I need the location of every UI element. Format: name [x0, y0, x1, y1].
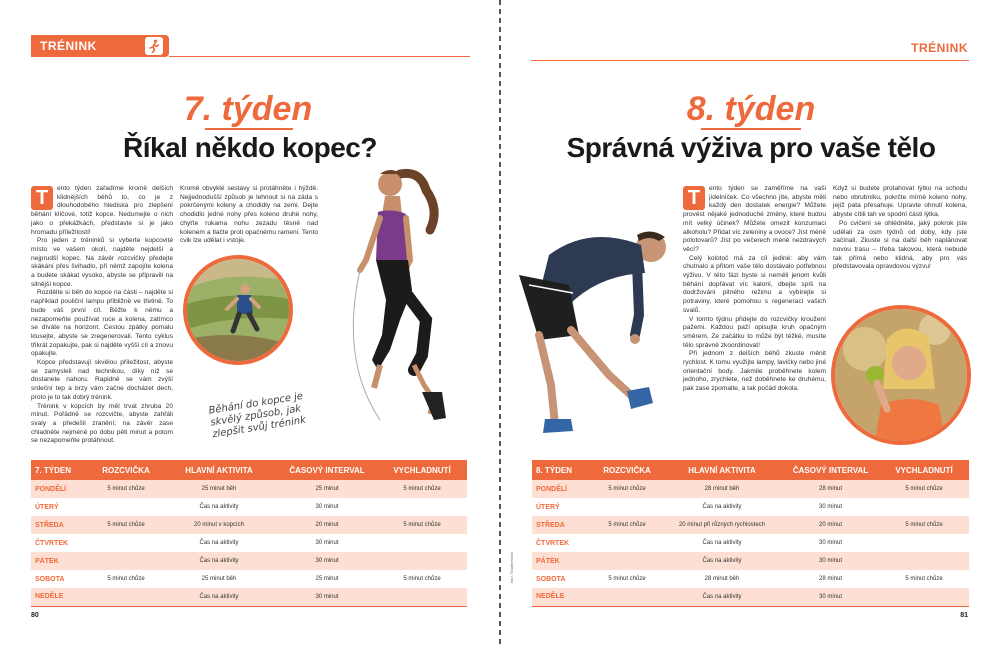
table-cell: 5 minut chůze	[377, 516, 467, 534]
table-cell	[879, 552, 969, 570]
table-cell: 30 minut	[782, 552, 879, 570]
table-cell: PONDĚLÍ	[532, 480, 592, 498]
table-cell: NEDĚLE	[532, 588, 592, 606]
table-cell: SOBOTA	[31, 570, 91, 588]
table-cell: 30 minut	[277, 588, 377, 606]
table-cell: 20 minut při různých rychlostech	[662, 516, 782, 534]
table-row	[532, 516, 969, 534]
training-table-week8	[532, 460, 969, 607]
woman-with-apple-photo	[831, 305, 971, 445]
table-cell	[592, 498, 662, 516]
table-cell: ČTVRTEK	[532, 534, 592, 552]
table-cell	[91, 588, 161, 606]
table-row	[31, 552, 467, 570]
table-row	[31, 516, 467, 534]
table-cell: Čas na aktivity	[662, 552, 782, 570]
table-cell: 20 minut	[277, 516, 377, 534]
table-cell: 5 minut chůze	[377, 480, 467, 498]
paragraph: Trénink v kopcích by měl trvat zhruba 20 minut. Pořádně se rozcvičte, abyste zahřáli svaly a předešli zranění; na závěr zase chladněte nejméně po dobu pěti minut a potom se nezapomeňte protáhnout.	[31, 402, 173, 445]
table-cell: 5 minut chůze	[592, 570, 662, 588]
table-row	[532, 570, 969, 588]
table-cell	[377, 498, 467, 516]
table-header: 8. TÝDEN	[532, 460, 592, 480]
table-cell: 5 minut chůze	[377, 570, 467, 588]
table-header: ROZCVIČKA	[91, 460, 161, 480]
table-cell: 5 minut chůze	[91, 570, 161, 588]
table-cell: PÁTEK	[532, 552, 592, 570]
week-label: 8. týden	[686, 90, 816, 128]
paragraph: Když si budete protahovat lýtko na schodu nebo obrubníku, pokrčte mírně koleno nohy, jejíž pata přesahuje. Upravte ohnutí kolena, abyste cítili tah ve spodní části lýtka.	[833, 185, 967, 219]
page-number: 81	[960, 612, 968, 619]
table-cell: 25 minut	[277, 480, 377, 498]
table-cell	[879, 588, 969, 606]
table-cell: 5 minut chůze	[91, 480, 161, 498]
paragraph: Při jednom z delších běhů zkuste měnit rychlost. K tomu využijte lampy, lavičky nebo jiné orientační body. Jakmile proběhnete kolem jednoho, zrychlete, než doběhnete ke druhému, pak zase zpomalte, a tak počád dokola.	[683, 350, 826, 393]
table-row	[31, 534, 467, 552]
table-header: VYCHLADNUTÍ	[879, 460, 969, 480]
right-page	[501, 0, 1000, 646]
handwritten-note: Běhání do kopce je skvělý způsob, jak zlepšit svůj trénink	[207, 390, 307, 441]
table-cell: ČTVRTEK	[31, 534, 91, 552]
table-cell: PONDĚLÍ	[31, 480, 91, 498]
jumping-woman-photo	[330, 160, 470, 440]
training-table-week7	[31, 460, 467, 607]
table-cell: Čas na aktivity	[662, 498, 782, 516]
table-header: VYCHLADNUTÍ	[377, 460, 467, 480]
table-cell	[91, 534, 161, 552]
article-column-2	[180, 185, 318, 246]
table-cell: 30 minut	[277, 552, 377, 570]
table-header-row	[31, 460, 467, 480]
photo-credit: foto: Shutterstock	[509, 551, 514, 583]
table-row	[31, 570, 467, 588]
table-row	[532, 588, 969, 606]
paragraph: Rozdělte si běh do kopce na části – najděte si například pouliční lampu přibližně ve třetině. To bude váš první cíl. Běžte k němu a nezapomeňte používat ruce a kolena, zatímco se díváte na horizont. Cestou zpátky pomalu klusejte, abyste se zregenerovali. Tento cyklus třikrát zopakujte, pak si najděte vyšší cíl a znovu opakujte.	[31, 289, 173, 358]
runner-icon	[145, 37, 163, 55]
table-header: ROZCVIČKA	[592, 460, 662, 480]
table-cell: 5 minut chůze	[592, 516, 662, 534]
table-cell: Čas na aktivity	[662, 534, 782, 552]
table-cell: Čas na aktivity	[161, 588, 277, 606]
table-header: ČASOVÝ INTERVAL	[782, 460, 879, 480]
table-row	[31, 498, 467, 516]
table-cell: 28 minut běh	[662, 480, 782, 498]
table-cell: Čas na aktivity	[161, 552, 277, 570]
table-cell: 5 minut chůze	[879, 570, 969, 588]
table-cell: 30 minut	[782, 588, 879, 606]
section-label: TRÉNINK	[911, 41, 968, 55]
table-cell: ÚTERÝ	[532, 498, 592, 516]
week-label: 7. týden	[183, 90, 313, 128]
page-number: 80	[31, 612, 39, 619]
hill-runner-photo	[183, 255, 293, 365]
table-cell: 25 minut běh	[161, 480, 277, 498]
table-cell	[91, 552, 161, 570]
table-cell	[879, 534, 969, 552]
table-cell: 30 minut	[277, 534, 377, 552]
header-rule	[531, 60, 969, 61]
table-cell	[592, 588, 662, 606]
table-cell: NEDĚLE	[31, 588, 91, 606]
table-cell: Čas na aktivity	[161, 498, 277, 516]
article-column-1	[31, 185, 173, 446]
table-cell: 25 minut běh	[161, 570, 277, 588]
table-cell: 5 minut chůze	[592, 480, 662, 498]
table-cell	[91, 498, 161, 516]
table-header: HLAVNÍ AKTIVITA	[662, 460, 782, 480]
article-column-2	[833, 185, 967, 272]
header-rule	[169, 56, 470, 57]
table-header-row	[532, 460, 969, 480]
page-title: Říkal někdo kopec?	[123, 132, 377, 163]
table-row	[31, 480, 467, 498]
table-header: 7. TÝDEN	[31, 460, 91, 480]
paragraph: Celý kolotoč má za cíl jediné: aby vám chutnalo a přitom vaše tělo dostávalo potřebnou výživu. V této fázi byste si neměli jenom kvůli běhání dopřávat víc kalorií, dbejte spíš na dodržování pitného režimu a vybírejte si potraviny, které pomohou s regenerací vašich svalů.	[683, 254, 826, 314]
table-cell	[879, 498, 969, 516]
week-underline	[205, 128, 293, 130]
paragraph: Kromě obvyklé sestavy si protáhněte i hýždě. Nejjednodušší způsob je lehnout si na záda s pokrčenými koleny a chodidly na zemi. Dejte chodidlo jedné nohy přes koleno druhé nohy, chyťte rukama nohu zezadu těsně nad kolenem a tlačte proti opačnému rameni. Tento cvik lze udělat i vstoje.	[180, 185, 318, 245]
table-header: ČASOVÝ INTERVAL	[277, 460, 377, 480]
section-header-left	[31, 35, 169, 57]
paragraph: ento týden se zaměříme na vaši jídelníček. Co všechno jíte, abyste měli každý den dostatek energie? Můžete provést nějaké jednoduché změny, které budou mít velký účinek? Můžete omezit konzumaci alkoholu? Přidat víc zeleniny a ovoce? Jíst méně polotovarů? Jíst po večerech méně nezdravých věcí?	[683, 185, 826, 253]
table-header: HLAVNÍ AKTIVITA	[161, 460, 277, 480]
table-cell	[377, 588, 467, 606]
paragraph: V tomto týdnu přidejte do rozcvičky kroužení pažemi. Každou paží opisujte kruh opačným směrem. Ze začátku to může být těžké, musíte tělo správně zkoordinovat!	[683, 315, 826, 349]
table-cell: Čas na aktivity	[662, 588, 782, 606]
table-cell: 30 minut	[277, 498, 377, 516]
page-title: Správná výživa pro vaše tělo	[566, 132, 936, 163]
table-row	[532, 552, 969, 570]
paragraph: Pro jeden z tréninků si vyberte kopcovité místo ve vašem okolí, najděte nejdelší a nejprudší kopec. Na závěr rozcvičky předejte skákání přes švihadlo, při němž zapojíte kolena a budete skákat vysoko, abyste se připravili na silnější kopce.	[31, 237, 173, 288]
table-cell: 25 minut	[277, 570, 377, 588]
table-row	[532, 498, 969, 516]
table-cell: PÁTEK	[31, 552, 91, 570]
table-cell	[592, 534, 662, 552]
table-cell: SOBOTA	[532, 570, 592, 588]
table-row	[31, 588, 467, 606]
table-cell: 20 minut v kopcích	[161, 516, 277, 534]
table-cell	[377, 534, 467, 552]
table-cell: STŘEDA	[31, 516, 91, 534]
table-cell: 5 minut chůze	[879, 516, 969, 534]
table-cell: 28 minut běh	[662, 570, 782, 588]
table-cell: 5 minut chůze	[879, 480, 969, 498]
paragraph: Kopce představují skvělou příležitost, abyste se zamysleli nad technikou, díky níž se dostanete nahoru. Rapidně se vám zvýší srdeční tep a brzy vám začne docházet dech, proto je to tak dobrý trénink.	[31, 359, 173, 401]
table-cell: STŘEDA	[532, 516, 592, 534]
article-column-1	[683, 185, 826, 394]
table-cell: 30 minut	[782, 498, 879, 516]
left-page	[0, 0, 499, 646]
table-cell: ÚTERÝ	[31, 498, 91, 516]
table-cell: 5 minut chůze	[91, 516, 161, 534]
section-label: TRÉNINK	[40, 39, 97, 53]
paragraph: ento týden zařadíme kromě delších klidnějších běhů to, co je z dlouhodobého hlediska pro zlepšení běhání klíčové, totiž kopce. Nedumejte o nich jako o překážkách, představte si je jako hromadu příležitostí!	[31, 185, 173, 236]
paragraph: Po cvičení se ohlédněte, jaký pokrok jste udělali za osm týdnů od doby, kdy jste začínali. Zkuste si na další běh naplánovat novou trasu – třeba takovou, která nebude tak přímá nebo klidná, aby pro vás představovala opravdovou výzvu!	[833, 219, 967, 271]
table-cell: 28 minut	[782, 480, 879, 498]
table-cell	[377, 552, 467, 570]
week-underline	[701, 128, 801, 130]
drop-cap: T	[683, 186, 705, 210]
table-cell: 30 minut	[782, 534, 879, 552]
table-cell: 28 minut	[782, 570, 879, 588]
table-row	[532, 480, 969, 498]
table-cell	[592, 552, 662, 570]
table-row	[532, 534, 969, 552]
table-cell: 20 minut	[782, 516, 879, 534]
table-cell: Čas na aktivity	[161, 534, 277, 552]
drop-cap: T	[31, 186, 53, 210]
stretching-man-photo	[509, 215, 689, 450]
